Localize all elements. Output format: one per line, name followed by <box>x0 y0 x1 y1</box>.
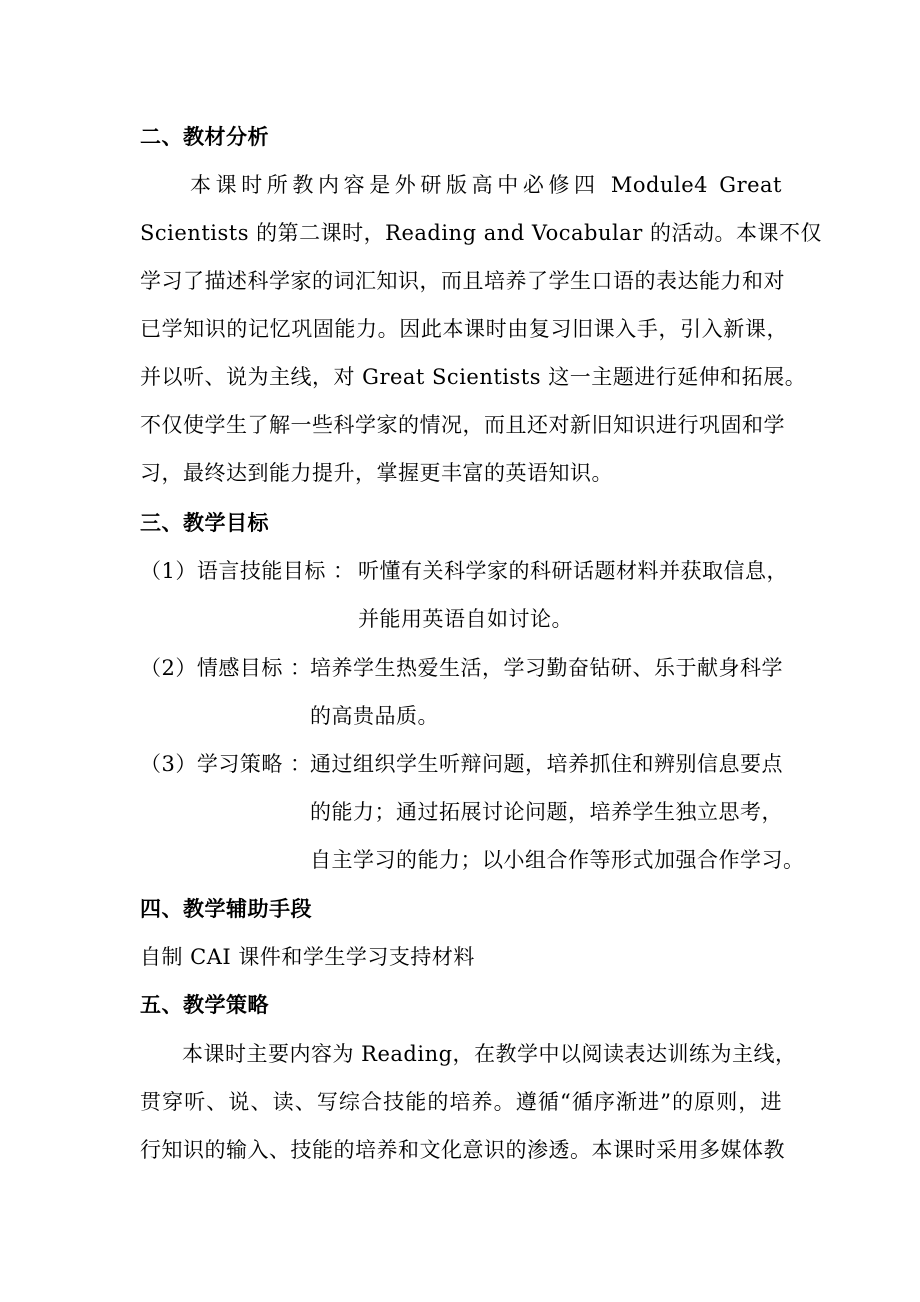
goal-text-line: 听懂有关科学家的科研话题材料并获取信息， <box>358 559 788 583</box>
paragraph-line: 贯穿听、说、读、写综合技能的培养。遵循“循序渐进”的原则，进 <box>140 1090 782 1114</box>
paragraph-line: 已学知识的记忆巩固能力。因此本课时由复习旧课入手，引入新课， <box>140 317 788 341</box>
paragraph-line: 本课时所教内容是外研版高中必修四 Module4 Great <box>190 173 782 197</box>
section-heading-teaching-goals: 三、教学目标 <box>140 511 269 535</box>
goal-text-line: 自主学习的能力；以小组合作等形式加强合作学习。 <box>310 848 805 872</box>
teaching-aids-text: 自制 CAI 课件和学生学习支持材料 <box>140 945 475 969</box>
section-heading-teaching-strategy: 五、教学策略 <box>140 993 269 1017</box>
goal-text-line: 的能力；通过拓展讨论问题，培养学生独立思考， <box>310 800 783 824</box>
goal-label-emotional: （2）情感目标 ： <box>140 656 312 680</box>
goal-text-line: 通过组织学生听辩问题，培养抓住和辨别信息要点 <box>310 752 783 776</box>
goal-label-language-skills: （1）语言技能目标 ： <box>140 559 355 583</box>
paragraph-line: 学习了描述科学家的词汇知识，而且培养了学生口语的表达能力和对 <box>140 269 785 293</box>
section-heading-teaching-aids: 四、教学辅助手段 <box>140 897 312 921</box>
paragraph-line: 并以听、说为主线，对 Great Scientists 这一主题进行延伸和拓展。 <box>140 365 807 389</box>
paragraph-line: 习，最终达到能力提升，掌握更丰富的英语知识。 <box>140 461 613 485</box>
goal-text-line: 并能用英语自如讨论。 <box>358 607 573 631</box>
paragraph-line: 不仅使学生了解一些科学家的情况，而且还对新旧知识进行巩固和学 <box>140 413 785 437</box>
paragraph-line: 本课时主要内容为 Reading，在教学中以阅读表达训练为主线， <box>182 1042 797 1066</box>
paragraph-line: 行知识的输入、技能的培养和文化意识的渗透。本课时采用多媒体教 <box>140 1138 785 1162</box>
goal-text-line: 培养学生热爱生活，学习勤奋钻研、乐于献身科学 <box>310 656 783 680</box>
section-heading-materials-analysis: 二、教材分析 <box>140 125 269 149</box>
goal-text-line: 的高贵品质。 <box>310 704 439 728</box>
paragraph-line: Scientists 的第二课时，Reading and Vocabular 的活动。本课不仅 <box>140 221 822 245</box>
goal-label-learning-strategy: （3）学习策略 ： <box>140 752 312 776</box>
